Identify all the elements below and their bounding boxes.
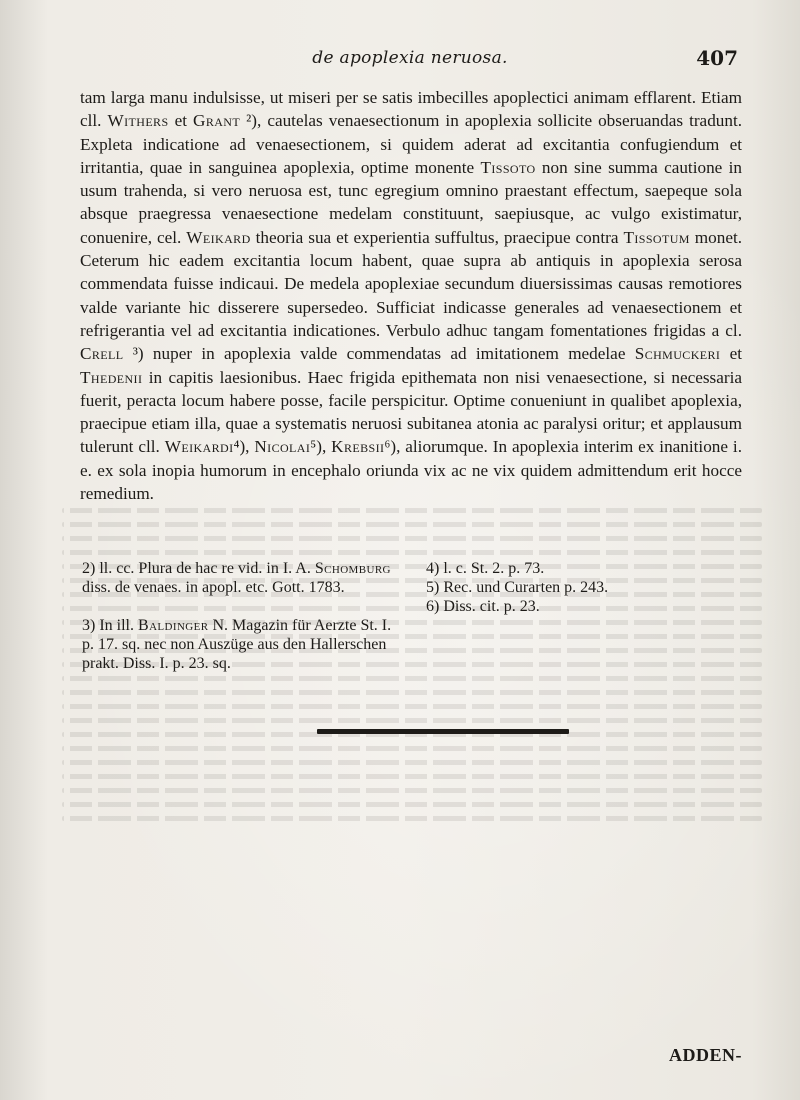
author-name: Nicolai	[254, 437, 311, 457]
author-name: Weikardi	[164, 437, 234, 457]
author-name: Withers	[107, 111, 169, 131]
text-segment: ²), cautelas venaesectionum in apoplexia sollicite obseruandas tradunt. Expleta indicatione ad venaesectionem, si quidem aderat ad excitantia confugiendum et irritantia, quae in sanguinea apoplexia, optime monente	[80, 111, 743, 177]
author-name: Baldinger	[138, 617, 209, 634]
footnote-column-right	[426, 559, 754, 616]
footnote-column-left	[82, 559, 402, 673]
author-name: Grant	[193, 111, 241, 131]
author-name: Tissoto	[480, 157, 536, 177]
author-name: Krebsii	[331, 437, 385, 457]
text-segment: monet. Ceterum hic eadem excitantia locum habent, quae supra ab antiquis in apoplexia serosa commendata fuisse indicaui. De medela apoplexiae secundum diuersissimas causas remotiores valde variante hic disserere supersedeo. Sufficiat indicasse generales ad venaesectionem et refrigerantia vel ad excitantia indicationes. Verbulo adhuc tangam fomentationes frigidas a cl.	[80, 227, 743, 340]
footnote-4: 4) l. c. St. 2. p. 73.	[426, 560, 545, 577]
text-segment: et	[174, 111, 187, 131]
text-segment: non sine summa cautione in usum trahenda, si vero neruosa est, tunc egregium omnino praestant effectum, saepeque sola absque praegressa venaesectione medelam constituunt, saepiusque, ac vulgo existimatur, conuenire, cel.	[80, 157, 743, 247]
running-title: de apoplexia neruosa.	[312, 48, 508, 68]
footnote-6: 6) Diss. cit. p. 23.	[426, 598, 540, 615]
footnote-3: 3) In ill. Baldinger N. Magazin für Aerzte St. I. p. 17. sq. nec non Auszüge aus den Hallerschen prakt. Diss. I. p. 23. sq.	[82, 617, 392, 672]
footnote-5: 5) Rec. und Curarten p. 243.	[426, 579, 609, 596]
text-segment: et	[729, 344, 742, 364]
author-name: Thedenii	[80, 367, 143, 387]
author-name: Tissotum	[623, 227, 690, 247]
text-segment: in capitis laesionibus. Haec frigida epithemata non nisi venaesectione, si necessaria fuerit, peracta locum habere posse, facile perspicitur. Optime conueniunt in qualibet apoplexia, praecipue etiam illa, quae a systematis neruosi subitanea atonia ac paralysi oritur; et applausum tulerunt cll.	[80, 367, 743, 457]
author-name: Schomburg	[314, 560, 391, 577]
author-name: Weikard	[186, 227, 251, 247]
catchword: ADDEN-	[669, 1045, 742, 1065]
running-head	[80, 48, 740, 72]
text-segment: ⁵),	[310, 437, 327, 457]
text-segment: ³) nuper in apoplexia valde commendatas ad imitationem medelae	[132, 344, 626, 364]
text-segment: theoria sua et experientia suffultus, praecipue contra	[255, 227, 619, 247]
page-number: 407	[696, 46, 738, 70]
footnote-2: 2) ll. cc. Plura de hac re vid. in I. A. Schomburg diss. de venaes. in apopl. etc. Gott. 1783.	[82, 560, 391, 596]
text-segment: tam larga manu indulsisse, ut miseri per se satis imbecilles apoplectici animam efflarent. Etiam cll.	[80, 88, 742, 131]
body-paragraph	[80, 86, 742, 505]
end-rule	[317, 729, 569, 734]
author-name: Crell	[80, 344, 124, 364]
author-name: Schmuckeri	[634, 344, 721, 364]
text-segment: ⁶), aliorumque. In apoplexia interim ex inanitione i. e. ex sola inopia humorum in encephalo oriunda vix ac ne vix quidem admittendum erit hocce remedium.	[80, 437, 742, 504]
text-segment: ⁴),	[233, 437, 250, 457]
